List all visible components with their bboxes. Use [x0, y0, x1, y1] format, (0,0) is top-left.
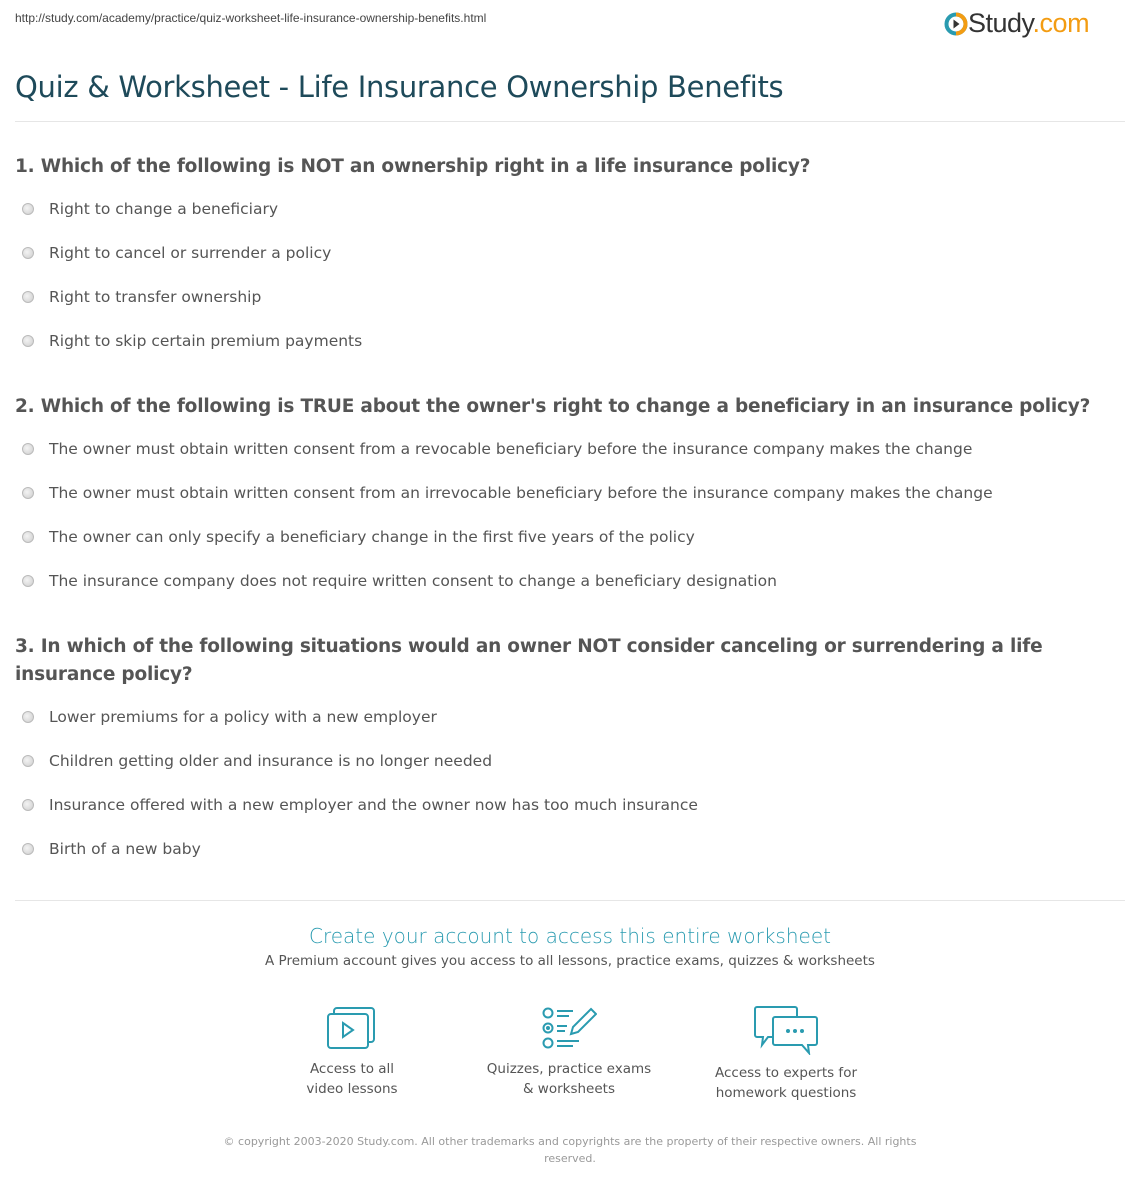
option-label: Right to transfer ownership: [49, 288, 262, 306]
question-2: 2. Which of the following is TRUE about the owner's right to change a beneficiary in an insurance policy?: [15, 396, 1091, 417]
radio-button[interactable]: [22, 575, 34, 587]
option-label: Lower premiums for a policy with a new employer: [49, 708, 437, 726]
option-label: Birth of a new baby: [49, 840, 201, 858]
radio-button[interactable]: [22, 487, 34, 499]
option-label: The owner must obtain written consent from a revocable beneficiary before the insurance company makes the change: [49, 440, 973, 458]
option-label: Right to cancel or surrender a policy: [49, 244, 332, 262]
option[interactable]: [22, 332, 362, 350]
option[interactable]: [22, 752, 492, 770]
option[interactable]: [22, 796, 698, 814]
radio-button[interactable]: [22, 711, 34, 723]
radio-button[interactable]: [22, 247, 34, 259]
radio-button[interactable]: [22, 531, 34, 543]
logo-tld: .com: [1032, 8, 1090, 38]
quiz-icon: [541, 1005, 597, 1051]
option[interactable]: [22, 288, 261, 306]
option-label: The owner must obtain written consent from an irrevocable beneficiary before the insurance company makes the change: [49, 484, 993, 502]
feature-line: & worksheets: [522, 1081, 615, 1097]
chat-experts-icon: [754, 1005, 818, 1055]
radio-button[interactable]: [22, 335, 34, 347]
divider: [15, 121, 1125, 122]
option[interactable]: [22, 484, 993, 502]
logo-name: Study: [968, 8, 1033, 38]
feature-line: Quizzes, practice exams: [486, 1061, 652, 1077]
feature-experts: [676, 1005, 896, 1103]
option-label: The insurance company does not require written consent to change a beneficiary designation: [49, 572, 777, 590]
option-label: Children getting older and insurance is no longer needed: [49, 752, 493, 770]
url-text: http://study.com/academy/practice/quiz-worksheet-life-insurance-ownership-benefits.html: [15, 11, 487, 25]
option[interactable]: [22, 572, 777, 590]
option[interactable]: [22, 528, 695, 546]
study-logo[interactable]: [944, 8, 1089, 39]
option[interactable]: [22, 840, 201, 858]
radio-button[interactable]: [22, 443, 34, 455]
video-lessons-icon: [326, 1005, 378, 1051]
feature-line: video lessons: [306, 1081, 398, 1097]
question-1: 1. Which of the following is NOT an ownership right in a life insurance policy?: [15, 156, 811, 177]
radio-button[interactable]: [22, 799, 34, 811]
option[interactable]: [22, 440, 972, 458]
option-label: The owner can only specify a beneficiary change in the first five years of the policy: [49, 528, 695, 546]
feature-line: Access to experts for: [714, 1065, 857, 1081]
option-label: Insurance offered with a new employer and the owner now has too much insurance: [49, 796, 698, 814]
radio-button[interactable]: [22, 291, 34, 303]
question-3: 3. In which of the following situations would an owner NOT consider canceling or surrendering a life insurance policy?: [15, 636, 1043, 685]
option-label: Right to change a beneficiary: [49, 200, 278, 218]
radio-button[interactable]: [22, 203, 34, 215]
logo-text: [968, 8, 1089, 39]
option[interactable]: [22, 708, 437, 726]
feature-video: [242, 1005, 462, 1099]
feature-quizzes: [459, 1005, 679, 1099]
option[interactable]: [22, 244, 331, 262]
feature-line: Access to all: [309, 1061, 395, 1077]
page-title: Quiz & Worksheet - Life Insurance Ownership Benefits: [15, 70, 784, 104]
radio-button[interactable]: [22, 755, 34, 767]
divider: [15, 900, 1125, 901]
option-label: Right to skip certain premium payments: [49, 332, 363, 350]
option[interactable]: [22, 200, 278, 218]
play-logo-icon: [944, 12, 968, 36]
copyright-footer: © copyright 2003-2020 Study.com. All other trademarks and copyrights are the property of their respective owners. All rights reserved.: [223, 1135, 917, 1165]
cta-title[interactable]: Create your account to access this entire worksheet: [309, 924, 831, 948]
cta-subtitle: A Premium account gives you access to all lessons, practice exams, quizzes & worksheets: [265, 953, 875, 969]
feature-line: homework questions: [715, 1085, 857, 1101]
radio-button[interactable]: [22, 843, 34, 855]
